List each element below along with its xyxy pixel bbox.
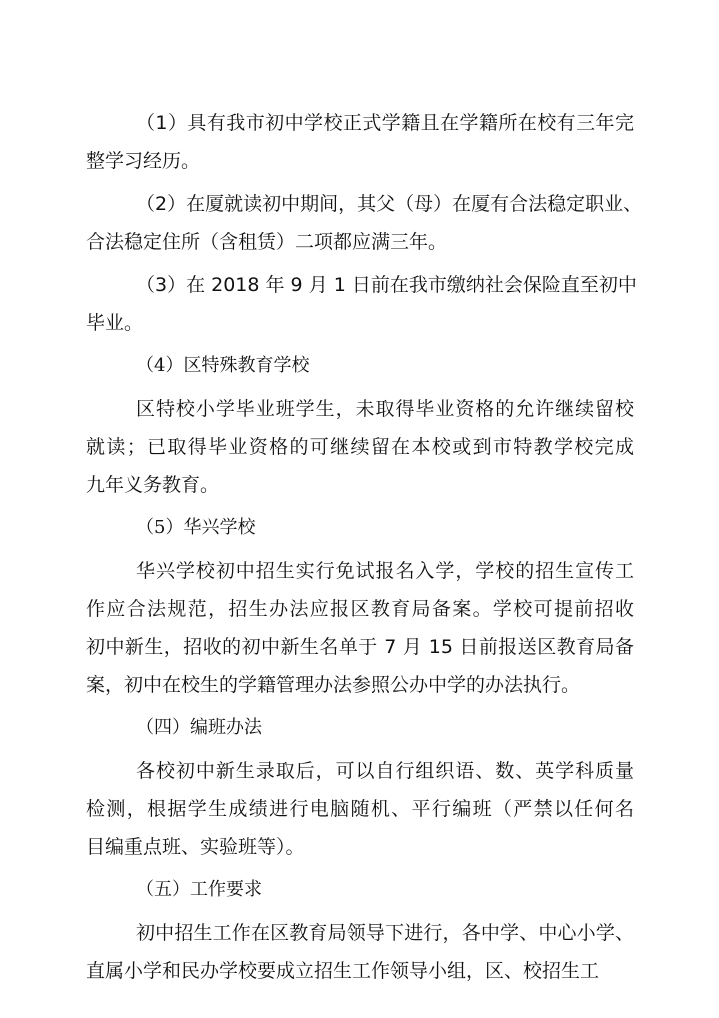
section-heading [86,509,634,547]
paragraph [86,552,634,704]
paragraph-line: 目编重点班、实验班等）。 [86,836,305,858]
heading-text: （四）编班办法 [136,717,262,738]
paragraph [86,266,637,342]
paragraph [86,914,634,990]
paragraph [86,185,643,261]
paragraph-line: 整学习经历。 [86,150,201,172]
paragraph-line: 案，初中在校生的学籍管理办法参照公办中学的办法执行。 [86,674,581,696]
section-heading [86,709,634,747]
paragraph-line: 合法稳定住所（含租赁）二项都应满三年。 [86,231,448,253]
paragraph-line: 直属小学和民办学校要成立招生工作领导小组，区、校招生工 [86,960,600,982]
paragraph-line: 初中招生工作在区教育局领导下进行，各中学、中心小学、 [136,922,634,944]
paragraph-line: 检测，根据学生成绩进行电脑随机、平行编班（严禁以任何名 [86,798,634,820]
paragraph-line: （2）在厦就读初中期间，其父（母）在厦有合法稳定职业、 [136,193,643,215]
paragraph-line: 九年义务教育。 [86,474,220,496]
paragraph-line: （3）在 2018 年 9 月 1 日前在我市缴纳社会保险直至初中 [136,274,637,296]
heading-text: （5）华兴学校 [136,517,256,538]
heading-text: （五）工作要求 [136,879,262,900]
paragraph-line: 毕业。 [86,312,144,334]
paragraph-line: 就读；已取得毕业资格的可继续留在本校或到市特教学校完成 [86,436,634,458]
section-heading [86,347,634,385]
document-page [86,104,643,995]
paragraph [86,752,634,866]
paragraph-line: 各校初中新生录取后，可以自行组织语、数、英学科质量 [136,760,634,782]
paragraph-line: 华兴学校初中招生实行免试报名入学，学校的招生宣传工 [136,560,634,582]
paragraph [86,104,634,180]
paragraph-line: 作应合法规范，招生办法应报区教育局备案。学校可提前招收 [86,598,634,620]
heading-text: （4）区特殊教育学校 [136,355,310,376]
paragraph-line: 区特校小学毕业班学生，未取得毕业资格的允许继续留校 [136,398,634,420]
paragraph [86,390,634,504]
paragraph-line: （1）具有我市初中学校正式学籍且在学籍所在校有三年完 [136,112,634,134]
section-heading [86,871,634,909]
paragraph-line: 初中新生，招收的初中新生名单于 7 月 15 日前报送区教育局备 [86,636,634,658]
